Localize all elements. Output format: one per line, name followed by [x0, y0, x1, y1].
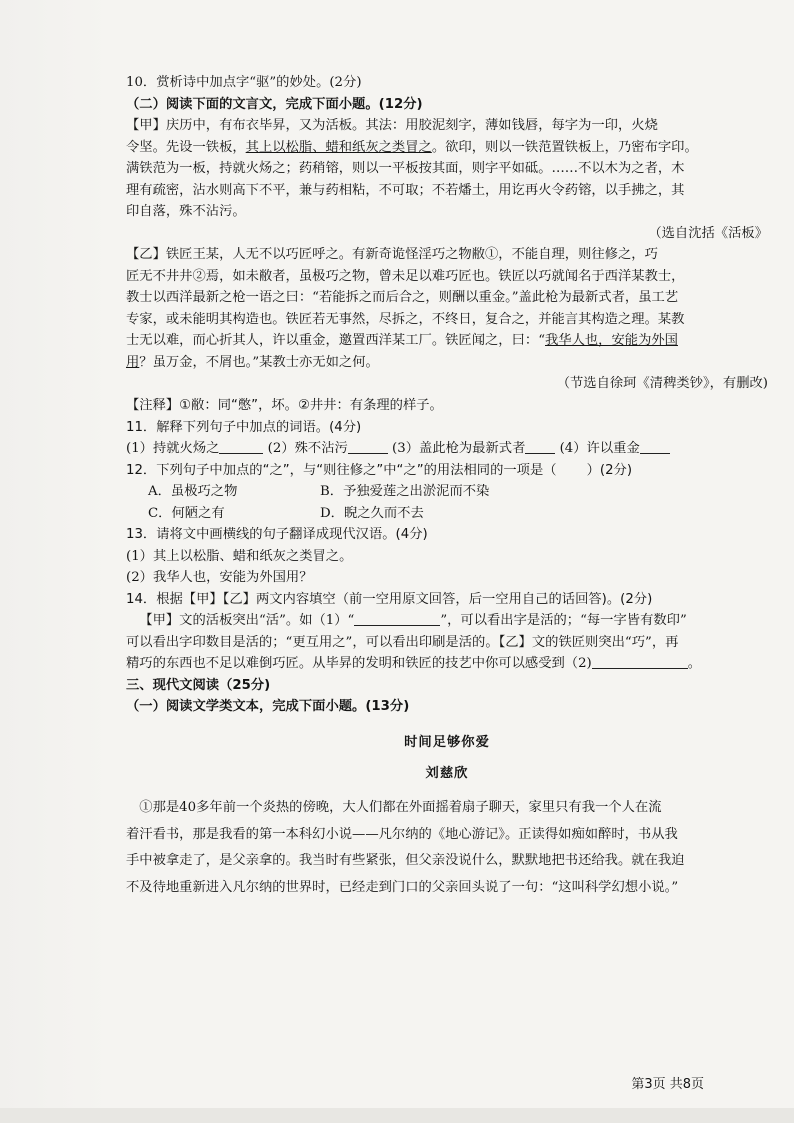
jia-line-5: 印自落，殊不沾污。: [126, 204, 246, 220]
jia-line-3: 满铁范为一板，持就火炀之；药稍镕，则以一平板按其面，则字平如砥。……不以木为之者，木: [126, 161, 685, 177]
scan-bottom-edge: [0, 1108, 794, 1123]
yi-line-6: 用？虽万金，不屑也。”某教士亦无如之何。: [126, 354, 379, 370]
jia-line-2: 令坚。先设一铁板，其上以松脂、蜡和纸灰之类冒之。欲印，则以一铁范置铁板上，乃密布字印。: [126, 139, 698, 155]
q14-blank-1[interactable]: [354, 612, 440, 626]
story-line-4: 不及待地重新进入凡尔纳的世界时，已经走到门口的父亲回头说了一句：“这叫科学幻想小说。”: [126, 879, 679, 895]
notes: 【注释】①敝：同“憋”，坏。②井井：有条理的样子。: [126, 397, 443, 413]
q12-stem: 12．下列句子中加点的“之”，与“则往修之”中“之”的用法相同的一项是（ ）(2分): [126, 462, 633, 478]
q14-line-1: 【甲】文的活板突出“活”。如（1）“ ”，可以看出字是活的；“每一字皆有数印”: [139, 613, 687, 629]
question-10: 10．赏析诗中加点字“驱”的妙处。(2分): [126, 75, 362, 90]
story-paragraph-1: [126, 795, 768, 901]
question-13: [126, 524, 768, 589]
story-line-3: 手中被拿走了，是父亲拿的。我当时有些紧张，但父亲没说什么，默默地把书还给我。就在我迫: [126, 853, 685, 869]
jia-underlined-sentence: 其上以松脂、蜡和纸灰之类冒之: [245, 139, 432, 155]
jia-line-1: 【甲】庆历中，有布衣毕昇，又为活板。其法：用胶泥刻字，薄如钱唇，每字为一印，火烧: [126, 118, 658, 134]
q11-blank-4[interactable]: [640, 440, 670, 454]
yi-line-2: 匠无不井井②焉，如未敝者，虽极巧之物，曾未足以难巧匠也。铁匠以巧就闻名于西洋某教士，: [126, 268, 685, 284]
yi-source: （节选自徐珂《清稗类钞》，有删改): [556, 376, 768, 392]
q11-blank-1[interactable]: [219, 440, 263, 454]
q12-option-c[interactable]: C．何陋之有: [148, 505, 225, 521]
q14-stem: 14．根据【甲】【乙】两文内容填空（前一空用原文回答，后一空用自己的话回答)。(2分): [126, 591, 653, 607]
q12-option-d[interactable]: D．睨之久而不去: [320, 505, 424, 521]
q11-blank-3[interactable]: [525, 440, 555, 454]
question-11: [126, 417, 768, 460]
subsection-1-heading: （一）阅读文学类文本，完成下面小题。(13分): [126, 699, 410, 715]
yi-line-4: 专家，或未能明其构造也。铁匠若无事然，尽拆之，不终日，复合之，并能言其构造之理。某教: [126, 311, 685, 327]
q13-stem: 13．请将文中画横线的句子翻译成现代汉语。(4分): [126, 527, 428, 543]
q11-stem: 11．解释下列句子中加点的词语。(4分): [126, 419, 362, 435]
jia-line-4: 理有疏密，沾水则高下不平，兼与药相粘，不可取；不若燔土，用讫再火令药镕，以手拂之，其: [126, 182, 685, 198]
section-3-heading: 三、现代文阅读（25分): [126, 677, 271, 693]
q12-option-b[interactable]: B．予独爱莲之出淤泥而不染: [320, 484, 490, 500]
q14-blank-2[interactable]: [592, 655, 688, 669]
q14-line-3: 精巧的东西也不足以难倒巧匠。从毕昇的发明和铁匠的技艺中你可以感受到（2) 。: [126, 656, 702, 672]
story-author: 刘慈欣: [425, 766, 469, 782]
yi-line-3: 教士以西洋最新之枪一语之曰：“若能拆之而后合之，则酬以重金。”盖此枪为最新式者，虽工艺: [126, 290, 679, 306]
story: [126, 732, 768, 901]
q13-part-1: (1）其上以松脂、蜡和纸灰之类冒之。: [126, 548, 353, 564]
q12-options-row-1: [148, 481, 768, 503]
q12-option-a[interactable]: A．虽极巧之物: [148, 484, 238, 500]
question-12: [126, 460, 768, 525]
q11-parts: (1）持就火炀之 (2）殊不沾污 (3）盖此枪为最新式者 (4）许以重金: [126, 438, 768, 460]
yi-line-5: 士无以难，而心折其人，许以重金，邀置西洋某工厂。铁匠闻之，曰：“我华人也，安能为外国: [126, 333, 678, 349]
story-title: 时间足够你爱: [404, 734, 490, 750]
q12-options-row-2: [148, 503, 768, 525]
story-line-1: ①那是40多年前一个炎热的傍晚，大人们都在外面摇着扇子聊天，家里只有我一个人在流: [139, 800, 662, 815]
q11-blank-2[interactable]: [348, 440, 388, 454]
page-shadow: [0, 0, 110, 1123]
q13-part-2: (2）我华人也，安能为外国用？: [126, 570, 313, 586]
passage-yi: [126, 244, 768, 395]
yi-underlined-sentence: 我华人也，安能为外国: [545, 333, 678, 349]
yi-line-1: 【乙】铁匠王某，人无不以巧匠呼之。有新奇诡怪淫巧之物敝①，不能自理，则往修之，巧: [126, 247, 658, 263]
page-number: 第3页 共8页: [631, 1077, 704, 1092]
section-2-heading: （二）阅读下面的文言文，完成下面小题。(12分): [126, 96, 423, 112]
question-14: [126, 589, 768, 675]
q14-line-2: 可以看出字印数目是活的；“更互用之”，可以看出印刷是活的。【乙】文的铁匠则突出“巧”，再: [126, 634, 679, 650]
story-line-2: 着汗看书，那是我看的第一本科幻小说——凡尔纳的《地心游记》。正读得如痴如醉时，书从我: [126, 826, 678, 842]
passage-jia: [126, 115, 768, 244]
jia-source: （选自沈括《活板》: [648, 225, 768, 241]
